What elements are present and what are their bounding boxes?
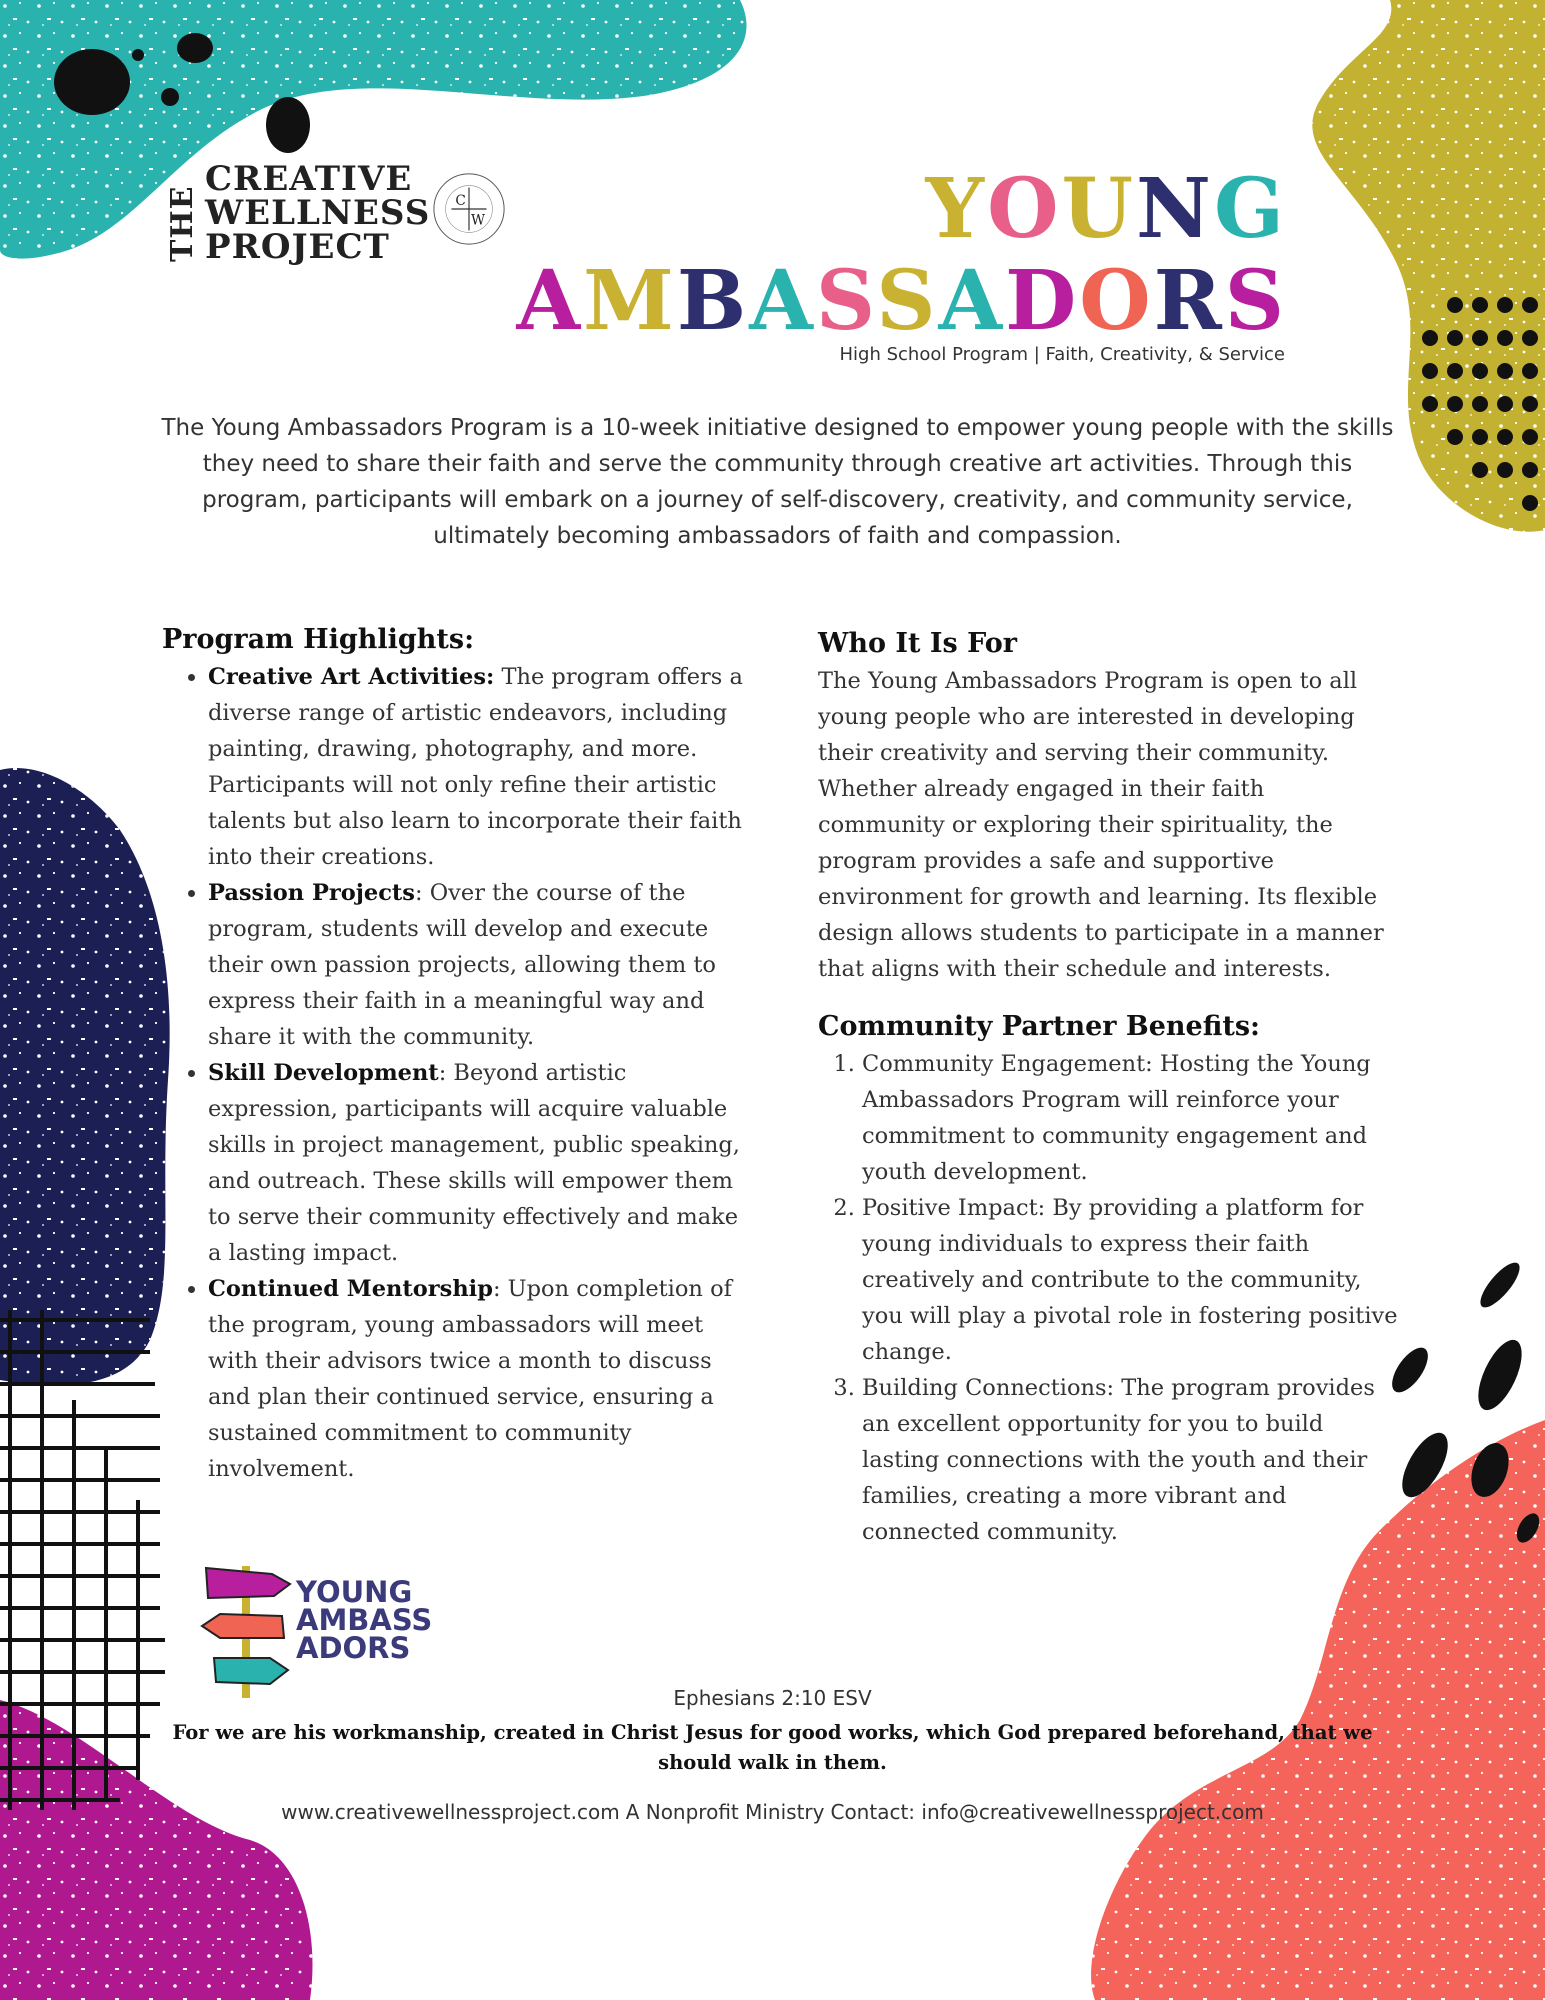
- highlights-heading: Program Highlights:: [162, 624, 475, 655]
- list-item: [208, 659, 752, 875]
- logo-line-wellness: WELLNESS: [205, 193, 431, 233]
- list-item: 3. Building Connections: The program provides an excellent opportunity for you to build lasting connections with the youth and their families, creating a more vibrant and connected community.: [862, 1370, 1398, 1550]
- logo-line-project: PROJECT: [205, 227, 390, 267]
- logo-the-text: THE: [165, 185, 200, 262]
- title-letter: A: [516, 253, 584, 349]
- logo-line-creative: CREATIVE: [205, 159, 413, 199]
- navy-blob-shape: [0, 768, 170, 1385]
- svg-text:C: C: [455, 193, 466, 210]
- creative-wellness-project-logo: [165, 159, 505, 272]
- highlight-title: Creative Art Activities:: [208, 664, 495, 690]
- program-highlights-section: [162, 624, 752, 1487]
- title-letter: A: [749, 253, 816, 349]
- website-link[interactable]: www.creativewellnessproject.com: [281, 1800, 620, 1824]
- title-letter: R: [1153, 253, 1225, 349]
- logo-wordmark: [205, 159, 431, 267]
- list-item: [208, 875, 752, 1055]
- grid-lines-pattern: [0, 1310, 165, 1810]
- highlight-text: : Upon completion of the program, young ambassadors will meet with their advisors twice a month to discuss and plan their continued service, ensuring a sustained commitment to community involvement.: [208, 1276, 732, 1482]
- highlight-text: The program offers a diverse range of artistic endeavors, including painting, drawing, photography, and more. Participants will not only refine their artistic talents but also learn to incorporate their faith into their creations.: [208, 664, 743, 870]
- title-letter: D: [1005, 253, 1080, 349]
- contact-email[interactable]: Contact: info@creativewellnessproject.com: [830, 1800, 1264, 1824]
- benefits-list: [818, 1046, 1398, 1550]
- list-item: 1. Community Engagement: Hosting the Young Ambassadors Program will reinforce your commitment to community engagement and youth development.: [862, 1046, 1398, 1190]
- title-letter: N: [1136, 161, 1214, 257]
- title-letter: S: [1224, 253, 1287, 349]
- ya-logo-wordmark: [296, 1575, 433, 1665]
- org-label: A Nonprofit Ministry: [625, 1800, 825, 1824]
- title-letter: U: [1061, 161, 1137, 257]
- list-item: [208, 1271, 752, 1487]
- svg-text:W: W: [470, 212, 485, 229]
- title-letter: G: [1213, 161, 1287, 257]
- intro-paragraph: The Young Ambassadors Program is a 10-week initiative designed to empower young people with the skills they need to share their faith and serve the community through creative art activities. Through this program, participants will embark on a journey of self-discovery, creativity, and community service, ultimately becoming ambassadors of faith and compassion.: [161, 415, 1394, 549]
- list-item: [208, 1055, 752, 1271]
- highlight-title: Passion Projects: [208, 880, 415, 906]
- highlight-title: Continued Mentorship: [208, 1276, 493, 1302]
- verse-reference: Ephesians 2:10 ESV: [673, 1686, 872, 1710]
- highlights-list: [162, 659, 752, 1487]
- benefits-heading: Community Partner Benefits:: [818, 1011, 1260, 1042]
- cw-seal-icon: [430, 170, 508, 248]
- title-letter: M: [583, 253, 677, 349]
- highlight-text: : Over the course of the program, students will develop and execute their own passion projects, allowing them to express their faith in a meaningful way and share it with the community.: [208, 880, 716, 1050]
- highlight-title: Skill Development: [208, 1060, 439, 1086]
- young-ambassadors-logo: [200, 1562, 470, 1702]
- who-paragraph: The Young Ambassadors Program is open to all young people who are interested in developing their creativity and serving their community. Whether already engaged in their faith community or exploring their spirituality, the program provides a safe and supportive environment for growth and learning. Its flexible design allows students to participate in a manner that aligns with their schedule and interests.: [818, 668, 1384, 982]
- title-line-ambassadors: [516, 253, 1287, 349]
- title-letter: B: [676, 253, 750, 349]
- title-letter: S: [815, 253, 877, 349]
- highlight-text: : Beyond artistic expression, participants will acquire valuable skills in project management, public speaking, and outreach. These skills will empower them to serve their community effectively and make a lasting impact.: [208, 1060, 740, 1266]
- title-letter: Y: [925, 161, 988, 257]
- title-letter: A: [938, 253, 1006, 349]
- ya-logo-line2: AMBASS: [296, 1603, 433, 1637]
- title-letter: S: [876, 253, 939, 349]
- title-letter: O: [1079, 253, 1154, 349]
- title-letter: O: [987, 161, 1062, 257]
- title-line-young: [516, 161, 1287, 257]
- ya-logo-line3: ADORS: [296, 1631, 411, 1665]
- page-title: [516, 161, 1287, 349]
- ya-logo-line1: YOUNG: [296, 1575, 413, 1609]
- signpost-icon: [200, 1562, 295, 1702]
- footer-contact: [0, 1800, 1545, 1824]
- page-subtitle: High School Program | Faith, Creativity, & Service: [839, 344, 1285, 365]
- list-item: 2. Positive Impact: By providing a platform for young individuals to express their faith creatively and contribute to the community, you will play a pivotal role in fostering positive change.: [862, 1190, 1398, 1370]
- who-heading: Who It Is For: [818, 628, 1018, 659]
- verse-text: For we are his workmanship, created in Christ Jesus for good works, which God prepared beforehand, that we should walk in them.: [172, 1721, 1373, 1774]
- right-column: [818, 628, 1398, 1550]
